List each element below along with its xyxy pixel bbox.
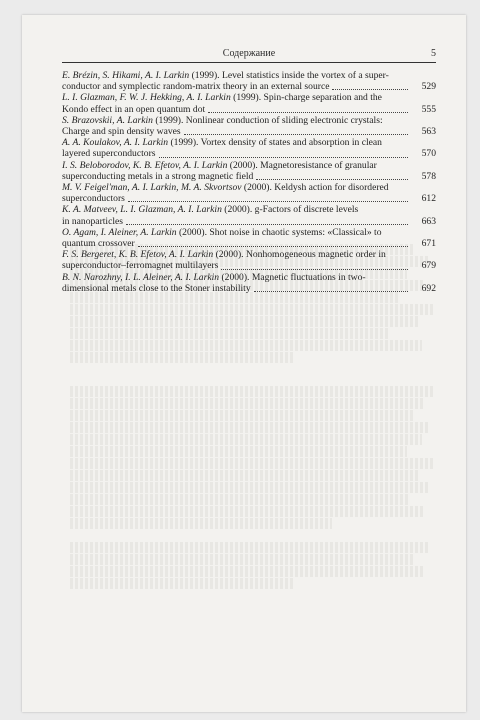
entry-line-2 bbox=[62, 283, 410, 294]
entry-line-1 bbox=[62, 137, 410, 148]
entry-authors: L. I. Glazman, F. W. J. Hekking, A. I. Larkin bbox=[62, 92, 231, 104]
running-header bbox=[62, 48, 436, 66]
header-page-number: 5 bbox=[431, 48, 436, 59]
entry-line-1 bbox=[62, 204, 410, 215]
header-rule bbox=[62, 62, 436, 63]
entry-title-start: (1999). Nonlinear conduction of sliding electronic crystals: bbox=[152, 114, 383, 126]
entry-authors: S. Brazovskii, A. Larkin bbox=[62, 114, 153, 126]
entry-line-1 bbox=[62, 115, 410, 126]
entry-line-2 bbox=[62, 193, 410, 204]
entry-page-number: 692 bbox=[421, 282, 436, 294]
entry-line-2 bbox=[62, 171, 410, 182]
entry-page-number: 578 bbox=[421, 170, 436, 182]
entry-title-end: quantum crossover bbox=[62, 238, 135, 250]
entry-page-number: 679 bbox=[421, 260, 436, 272]
dot-leader bbox=[254, 291, 408, 292]
entry-page-number: 529 bbox=[421, 81, 436, 93]
entry-line-1 bbox=[62, 92, 410, 103]
book-page bbox=[22, 15, 466, 712]
entry-authors: B. N. Narozhny, I. L. Aleiner, A. I. Larkin bbox=[62, 271, 220, 283]
entry-title-start: (1999). Level statistics inside the vortex of a super- bbox=[189, 70, 389, 81]
toc-entry bbox=[62, 249, 436, 271]
toc-entry bbox=[62, 115, 436, 137]
dot-leader bbox=[221, 269, 408, 270]
entry-title-start: (2000). Shot noise in chaotic systems: «Classical» to bbox=[176, 226, 382, 238]
entry-authors: I. S. Beloborodov, K. B. Efetov, A. I. Larkin bbox=[62, 159, 228, 171]
entry-line-2 bbox=[62, 104, 410, 115]
entry-page-number: 671 bbox=[421, 238, 436, 250]
entry-title-end: superconducting metals in a strong magnetic field bbox=[62, 170, 254, 182]
entry-title-end: layered superconductors bbox=[62, 148, 156, 160]
toc-entry bbox=[62, 204, 436, 226]
dot-leader bbox=[208, 112, 408, 113]
entry-title-end: Kondo effect in an open quantum dot bbox=[62, 103, 206, 115]
entry-line-1 bbox=[62, 160, 410, 171]
entry-title-start: (2000). Nonhomogeneous magnetic order in bbox=[213, 249, 386, 261]
entry-authors: F. S. Bergeret, K. B. Efetov, A. I. Larkin bbox=[62, 249, 214, 261]
entry-title-end: conductor and symplectic random-matrix theory in an external source bbox=[62, 81, 330, 93]
toc-entry bbox=[62, 160, 436, 182]
bleed-through-text bbox=[70, 243, 444, 590]
entry-line-1 bbox=[62, 182, 410, 193]
entry-line-1 bbox=[62, 249, 410, 260]
entry-title-start: (1999). Vortex density of states and absorption in clean bbox=[168, 137, 382, 149]
dot-leader bbox=[332, 89, 408, 90]
toc-entry bbox=[62, 70, 436, 92]
entry-title-end: superconductors bbox=[62, 193, 125, 205]
entry-page-number: 563 bbox=[421, 126, 436, 138]
entry-line-2 bbox=[62, 238, 410, 249]
entry-page-number: 555 bbox=[421, 103, 436, 115]
entry-authors: O. Agam, I. Aleiner, A. Larkin bbox=[62, 226, 177, 238]
toc-entry bbox=[62, 227, 436, 249]
entry-line-2 bbox=[62, 126, 410, 137]
entry-title-start: (1999). Spin-charge separation and the bbox=[230, 92, 382, 104]
entry-authors: M. V. Feigel'man, A. I. Larkin, M. A. Skvortsov bbox=[62, 182, 242, 194]
entry-authors: E. Brézin, S. Hikami, A. I. Larkin bbox=[62, 70, 190, 81]
entry-page-number: 663 bbox=[421, 215, 436, 227]
dot-leader bbox=[184, 134, 408, 135]
entry-line-1 bbox=[62, 227, 410, 238]
entry-page-number: 612 bbox=[421, 193, 436, 205]
entry-line-2 bbox=[62, 216, 410, 227]
dot-leader bbox=[159, 157, 408, 158]
entry-title-end: Charge and spin density waves bbox=[62, 126, 181, 138]
entry-title-end: in nanoparticles bbox=[62, 215, 124, 227]
entry-line-2 bbox=[62, 260, 410, 271]
toc-entry bbox=[62, 92, 436, 114]
entry-line-1 bbox=[62, 272, 410, 283]
toc-entry bbox=[62, 137, 436, 159]
toc-entry bbox=[62, 182, 436, 204]
dot-leader bbox=[256, 179, 408, 180]
entry-title-start: (2000). Magnetoresistance of granular bbox=[227, 159, 377, 171]
entry-title-start: (2000). Keldysh action for disordered bbox=[241, 182, 389, 194]
entry-title-end: dimensional metals close to the Stoner instability bbox=[62, 282, 251, 294]
header-title: Содержание bbox=[222, 48, 276, 59]
entry-title-start: (2000). Magnetic fluctuations in two- bbox=[219, 271, 366, 283]
entry-title-start: (2000). g-Factors of discrete levels bbox=[221, 204, 359, 216]
dot-leader bbox=[126, 224, 408, 225]
table-of-contents bbox=[62, 70, 436, 294]
entry-line-2 bbox=[62, 148, 410, 159]
entry-page-number: 570 bbox=[421, 148, 436, 160]
toc-entry bbox=[62, 272, 436, 294]
dot-leader bbox=[138, 246, 408, 247]
dot-leader bbox=[128, 201, 408, 202]
entry-title-end: superconductor–ferromagnet multilayers bbox=[62, 260, 219, 272]
entry-line-1 bbox=[62, 70, 410, 81]
entry-authors: K. A. Matveev, L. I. Glazman, A. I. Larkin bbox=[62, 204, 222, 216]
entry-authors: A. A. Koulakov, A. I. Larkin bbox=[62, 137, 169, 149]
entry-line-2 bbox=[62, 81, 410, 92]
